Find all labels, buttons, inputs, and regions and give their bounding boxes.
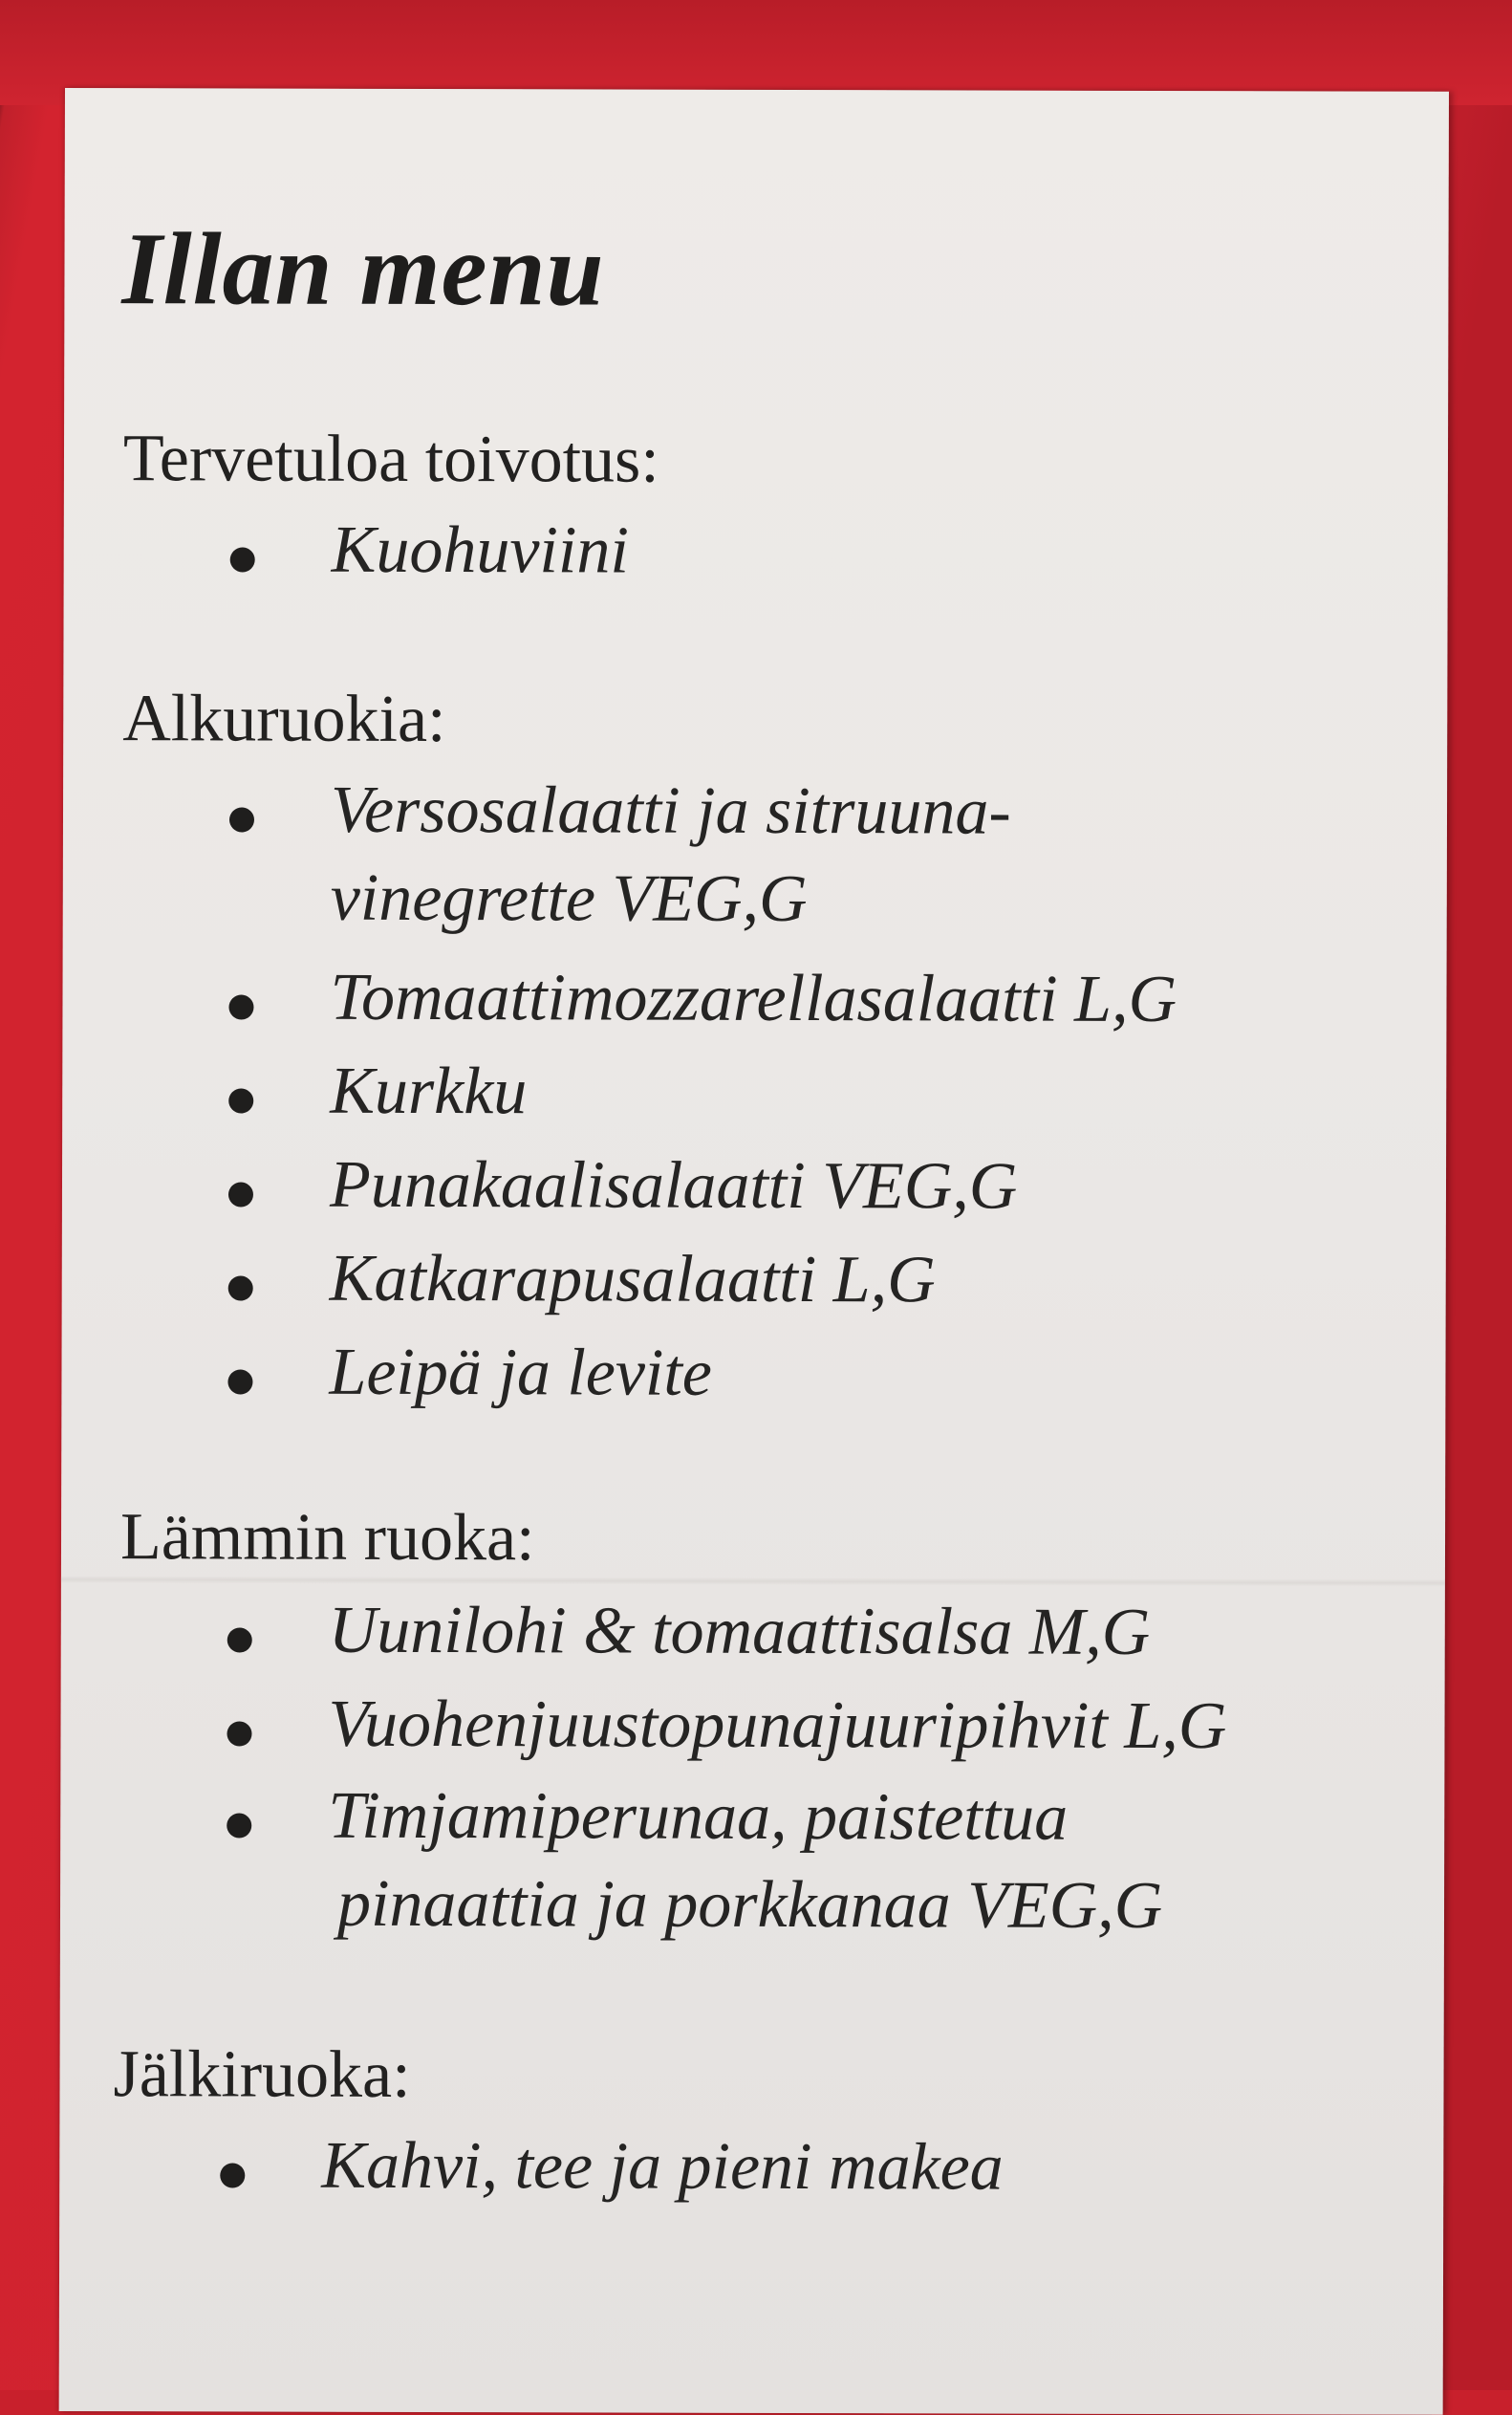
bullet-icon: [220, 2163, 245, 2187]
bullet-icon: [228, 1275, 253, 1300]
menu-item: Timjamiperunaa, paistettua: [328, 1778, 1069, 1855]
menu-card: [59, 88, 1449, 2415]
paper-fold: [61, 1576, 1445, 1587]
menu-item: Versosalaatti ja sitruuna-: [330, 772, 1011, 849]
menu-item: Kurkku: [330, 1054, 528, 1129]
menu-item: Vuohenjuustopunajuuripihvit L,G: [328, 1686, 1227, 1764]
menu-item: Punakaalisalaatti VEG,G: [329, 1147, 1018, 1224]
bullet-icon: [228, 994, 253, 1019]
section-heading-starters: Alkuruokia:: [122, 682, 446, 757]
bullet-icon: [227, 1813, 251, 1838]
bullet-icon: [230, 547, 255, 572]
section-heading-main-course: Lämmin ruoka:: [119, 1500, 535, 1576]
bullet-icon: [227, 1627, 252, 1652]
menu-item-continued: pinaattia ja porkkanaa VEG,G: [336, 1866, 1163, 1944]
menu-item: Kahvi, tee ja pieni makea: [321, 2128, 1004, 2205]
section-heading-dessert: Jälkiruoka:: [113, 2037, 411, 2112]
menu-item: Tomaattimozzarellasalaatti L,G: [330, 960, 1177, 1037]
menu-item: Katkarapusalaatti L,G: [329, 1241, 936, 1317]
menu-title: Illan menu: [121, 212, 605, 328]
menu-item: Uunilohi & tomaattisalsa M,G: [328, 1593, 1151, 1669]
section-heading-welcome: Tervetuloa toivotus:: [122, 422, 659, 497]
bullet-icon: [227, 1721, 251, 1746]
bullet-icon: [229, 807, 254, 832]
bullet-icon: [228, 1088, 253, 1113]
menu-item-continued: vinegrette VEG,G: [330, 860, 808, 937]
menu-item: Kuohuviini: [331, 512, 629, 588]
menu-item: Leipä ja levite: [329, 1335, 713, 1410]
bullet-icon: [228, 1182, 253, 1207]
bullet-icon: [227, 1369, 252, 1394]
